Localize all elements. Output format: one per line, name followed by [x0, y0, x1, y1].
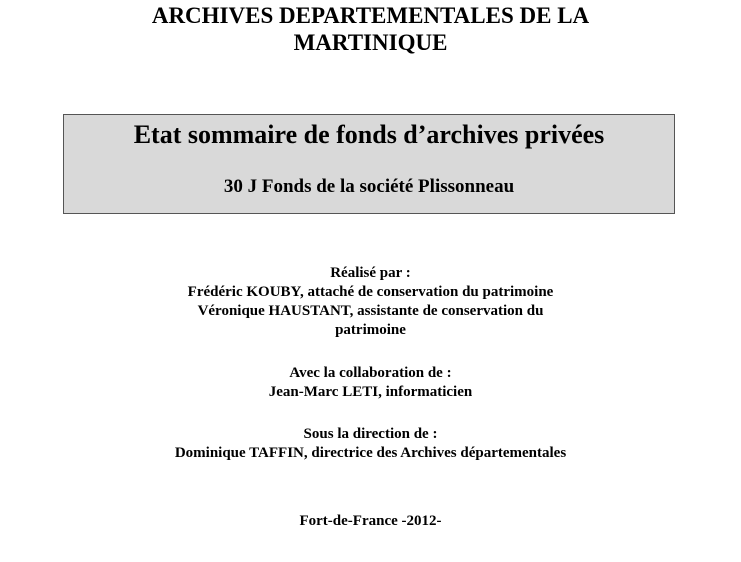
credits-collaboration: [0, 364, 741, 402]
title-box: [63, 114, 675, 214]
author-haustant-line1: Véronique HAUSTANT, assistante de conservation du: [197, 303, 544, 319]
credits-direction: [0, 425, 741, 463]
place-date: [0, 512, 741, 531]
realise-label: Réalisé par :: [330, 265, 411, 281]
document-subtitle: 30 J Fonds de la société Plissonneau: [223, 176, 515, 197]
institution-heading-line1: ARCHIVES DEPARTEMENTALES DE LA: [151, 3, 590, 28]
author-haustant-line2: patrimoine: [335, 322, 406, 338]
credits-authors: [0, 264, 741, 340]
direction-label: Sous la direction de :: [303, 426, 438, 442]
institution-heading-line2: MARTINIQUE: [293, 30, 448, 55]
author-kouby: Frédéric KOUBY, attaché de conservation du patrimoine: [187, 284, 554, 300]
collaborator-leti: Jean-Marc LETI, informaticien: [268, 384, 473, 400]
collaboration-label: Avec la collaboration de :: [289, 365, 452, 381]
director-taffin: Dominique TAFFIN, directrice des Archives départementales: [174, 445, 567, 461]
place-date-text: Fort-de-France -2012-: [299, 513, 442, 529]
document-title: Etat sommaire de fonds d’archives privées: [133, 120, 605, 149]
institution-heading: [0, 2, 741, 56]
